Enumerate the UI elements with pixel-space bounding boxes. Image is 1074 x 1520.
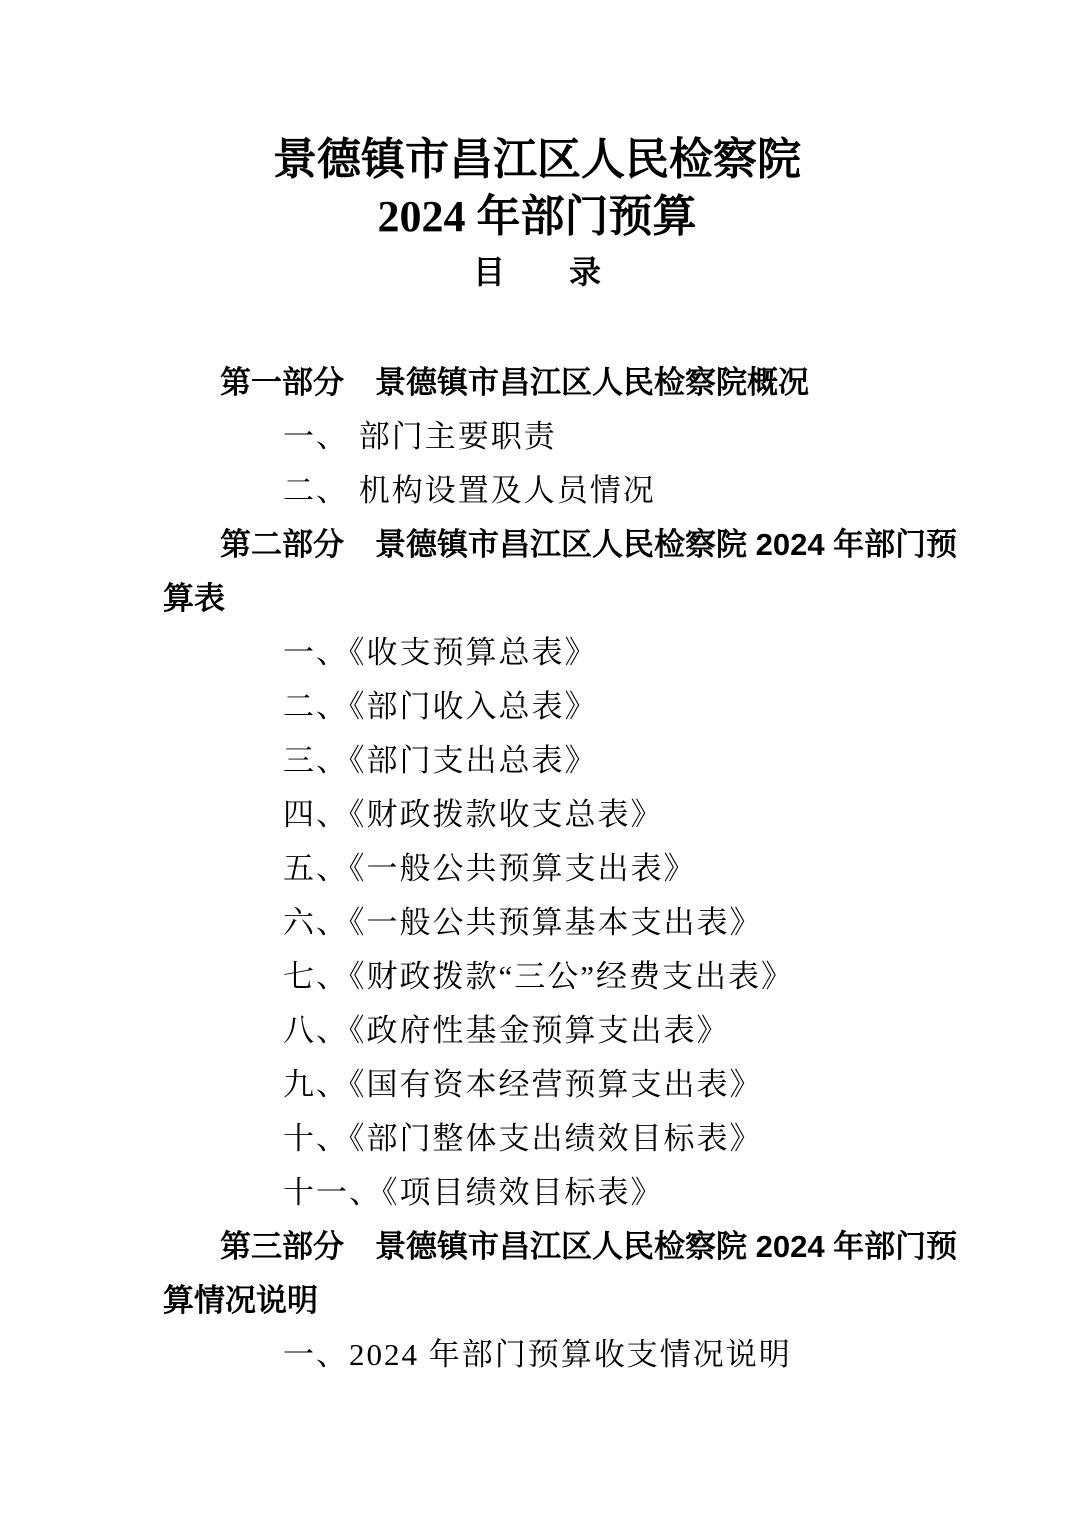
toc-item-part2-4: 四、《财政拨款收支总表》 <box>283 797 664 832</box>
table-of-contents <box>0 299 1074 1382</box>
section-1-heading: 第一部分 景德镇市昌江区人民检察院概况 <box>220 365 809 400</box>
toc-item-part2-3: 三、《部门支出总表》 <box>283 743 598 778</box>
toc-item-part1-2: 二、 机构设置及人员情况 <box>283 473 656 508</box>
toc-item-part2-2: 二、《部门收入总表》 <box>283 689 598 724</box>
toc-item-part2-10: 十、《部门整体支出绩效目标表》 <box>283 1121 763 1156</box>
section-2-heading-line-1: 第二部分 景德镇市昌江区人民检察院 2024 年部门预 <box>220 527 958 562</box>
toc-item-part1-1: 一、 部门主要职责 <box>283 419 557 454</box>
toc-heading: 目 录 <box>472 254 601 290</box>
toc-item-part3-1: 一、2024 年部门预算收支情况说明 <box>283 1337 792 1372</box>
toc-item-part2-9: 九、《国有资本经营预算支出表》 <box>283 1067 763 1102</box>
document-title-line1: 景德镇市昌江区人民检察院 <box>273 135 801 184</box>
section-3-heading-line-2: 算情况说明 <box>163 1283 318 1318</box>
toc-item-part2-5: 五、《一般公共预算支出表》 <box>283 851 697 886</box>
toc-item-part2-7: 七、《财政拨款“三公”经费支出表》 <box>283 959 795 994</box>
toc-item-part2-1: 一、《收支预算总表》 <box>283 635 598 670</box>
toc-item-part2-11: 十一、《项目绩效目标表》 <box>283 1175 664 1210</box>
section-2-heading-line-2: 算表 <box>163 581 225 616</box>
section-3-heading-line-1: 第三部分 景德镇市昌江区人民检察院 2024 年部门预 <box>220 1229 958 1264</box>
toc-item-part2-8: 八、《政府性基金预算支出表》 <box>283 1013 730 1048</box>
toc-item-part2-6: 六、《一般公共预算基本支出表》 <box>283 905 763 940</box>
document-title-line2: 2024 年部门预算 <box>377 192 697 241</box>
toc-spacer <box>163 299 1074 356</box>
